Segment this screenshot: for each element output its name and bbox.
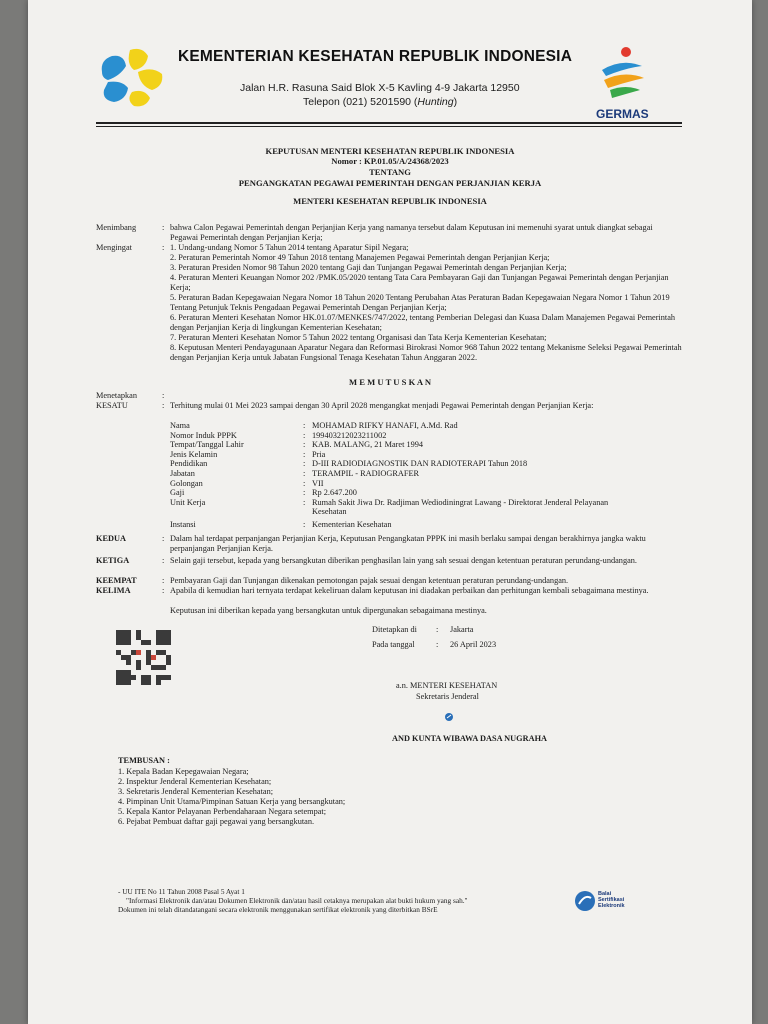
- tembusan-title: TEMBUSAN :: [118, 756, 170, 765]
- kelima-label: KELIMA: [96, 586, 131, 595]
- tembusan-item: 6. Pejabat Pembuat daftar gaji pegawai yang bersangkutan.: [118, 817, 315, 826]
- bsre-label: Balai Sertifikasi Elektronik: [598, 891, 625, 910]
- decree-title: KEPUTUSAN MENTERI KESEHATAN REPUBLIK INDONESIA: [265, 146, 515, 156]
- mengingat-item: 8. Keputusan Menteri Pendayagunaan Aparatur Negara dan Reformasi Birokrasi Nomor 968 Tahun 2022 tentang Mekanisme Seleksi Pegawai Pemerintah dengan Perjanjian Kerja untuk Jabatan Fungsional Tenaga Kesehatan Tahun Anggaran 2022.: [170, 343, 682, 362]
- decree-subject: PENGANGKATAN PEGAWAI PEMERINTAH DENGAN PERJANJIAN KERJA: [238, 178, 542, 188]
- detail-row: Nomor Induk PPPK : 199403212023211002: [170, 430, 387, 440]
- memutuskan-heading: M E M U T U S K A N: [348, 377, 432, 387]
- mengingat-list: [170, 243, 682, 363]
- detail-row: Jabatan : TERAMPIL - RADIOGRAFER: [170, 468, 420, 478]
- signatory-role: Sekretaris Jenderal: [416, 692, 479, 701]
- tembusan-item: 1. Kepala Badan Kepegawaian Negara;: [118, 767, 249, 776]
- detail-row: Instansi : Kementerian Kesehatan: [170, 519, 392, 529]
- detail-row: Pendidikan : D-III RADIODIAGNOSTIK DAN RADIOTERAPI Tahun 2018: [170, 459, 528, 469]
- detail-row: Nama : MOHAMAD RIFKY HANAFI, A.Md. Rad: [170, 421, 458, 430]
- kelima-text: Apabila di kemudian hari ternyata terdapat kekeliruan dalam keputusan ini diadakan perbaikan dan perhitungan kembali sebagaimana mestinya.: [170, 586, 649, 595]
- bsre-mark-icon: [444, 712, 454, 722]
- mengingat-item: 1. Undang-undang Nomor 5 Tahun 2014 tentang Aparatur Sipil Negara;: [170, 243, 409, 252]
- ministry-address: Jalan H.R. Rasuna Said Blok X-5 Kavling 4-9 Jakarta 12950: [240, 82, 520, 94]
- menimbang-label: Menimbang: [96, 223, 137, 232]
- menetapkan-label: Menetapkan: [96, 391, 138, 400]
- decree-issuer: MENTERI KESEHATAN REPUBLIK INDONESIA: [293, 196, 487, 206]
- signatory-name: AND KUNTA WIBAWA DASA NUGRAHA: [392, 734, 548, 743]
- kesatu-intro: Terhitung mulai 01 Mei 2023 sampai dengan 30 April 2028 mengangkat menjadi Pegawai Pemerintah dengan Perjanjian Kerja:: [170, 401, 594, 410]
- kedua-label: KEDUA: [96, 534, 126, 543]
- menimbang-text: bahwa Calon Pegawai Pemerintah dengan Perjanjian Kerja yang namanya tersebut dalam Keputusan ini memenuhi syarat untuk diangkat sebagai Pegawai Pemerintah dengan Perjanjian Kerja;: [170, 223, 653, 242]
- decree-number: Nomor : KP.01.05/A/24368/2023: [331, 156, 449, 166]
- ministry-title: KEMENTERIAN KESEHATAN REPUBLIK INDONESIA: [178, 48, 573, 65]
- mengingat-item: 5. Peraturan Badan Kepegawaian Negara Nomor 18 Tahun 2020 Tentang Perubahan Atas Peraturan Badan Kepegawaian Negara Nomor 1 Tahun 2019 Tentang Petunjuk Teknis Pengadaan Pegawai Pemerintah Dengan Perjanjian Kerja;: [170, 293, 670, 312]
- tanggal-value: 26 April 2023: [450, 640, 497, 649]
- detail-row: Jenis Kelamin : Pria: [170, 449, 326, 459]
- ditetapkan-value: Jakarta: [450, 625, 474, 634]
- document-page: KEMENTERIAN KESEHATAN REPUBLIK INDONESIA Jalan H.R. Rasuna Said Blok X-5 Kavling 4-9 Jakarta 12950 Telepon (021) 5201590 (Hunting) GERMAS KEPUTUSAN MENTERI KESEHATAN REPUBLIK INDONESIA Nomor : KP.01.05/A/24368/2023 TENTANG PENGANGKATAN PEGAWAI PEMERINTAH DENGAN PERJANJIAN KERJA MENTERI KESEHATAN REPUBLIK INDONESIA Menimbang : bahwa Calon Pegawai Pemerintah dengan Perjanjian Kerja yang namanya tersebut dalam Keputusan ini memenuhi syarat untuk diangkat sebagai Pegawai Pemerintah dengan Perjanjian Kerja; Mengingat : 1. Undang-undang Nomor 5 Tahun 2014 tentang Aparatur Sipil Negara; 2. Peraturan Pemerintah Nomor 49 Tahun 2018 tentang Manajemen Pegawai Pemerintah dengan Perjanjian Kerja; 3. Peraturan Presiden Nomor 98 Tahun 2020 tentang Gaji dan Tunjangan Pegawai Pemerintah dengan Perjanjian Kerja; 4. Peraturan Menteri Keuangan Nomor 202 /PMK.05/2020 tentang Tata Cara Pembayaran Gaji dan Tunjangan Pegawai Pemerintah dengan Perjanjian Kerja; 5. Peraturan Badan Kepegawaian Negara Nomor 18 Tahun 2020 Tentang Perubahan Atas Peraturan Badan Kepegawaian Negara Nomor 1 Tahun 2019 Tentang Petunjuk Teknis Pengadaan Pegawai Pemerintah Dengan Perjanjian Kerja; 6. Peraturan Menteri Kesehatan Nomor HK.01.07/MENKES/747/2022, tentang Pemberian Delegasi dan Kuasa Dalam Manajemen Pegawai Pemerintah dengan Perjanjian Kerja di lingkungan Kementerian Kesehatan; 7. Peraturan Menteri Kesehatan Nomor 5 Tahun 2022 tentang Organisasi dan Tata Kerja Kementerian Kesehatan; 8. Keputusan Menteri Pendayagunaan Aparatur Negara dan Reformasi Birokrasi Nomor 968 Tahun 2022 tentang Mekanisme Seleksi Pegawai Pemerintah dengan Perjanjian Kerja untuk Jabatan Fungsional Tenaga Kesehatan Tahun Anggaran 2022. M E M U T U S K A N Menetapkan : KESATU : Terhitung mulai 01 Mei 2023 sampai dengan 30 April 2028 mengangkat menjadi Pegawai Pemerintah dengan Perjanjian Kerja: Nama : MOHAMAD RIFKY HANAFI, A.Md. Rad Nomor Induk PPPK : 199403212023211002 Tempat/Tanggal Lahir : KAB. MALANG, 21 Maret 1994 Jenis Kelamin : Pria Pendidikan : D-III RADIODIAGNOSTIK DAN RADIOTERAPI Tahun 2018 Jabatan : TERAMPIL - RADIOGRAFER Golongan : VII Gaji : Rp 2.647.200 Unit Kerja : Rumah Sakit Jiwa Dr. Radjiman Wediodiningrat Lawang - Direktorat Jenderal Pelayanan Kesehatan Instansi : Kementerian Kesehatan KEDUA : Dalam hal terdapat perpanjangan Perjanjian Kerja, Keputusan Pengangkatan PPPK ini masih berlaku sampai dengan berakhirnya jangka waktu perpanjangan Perjanjian Kerja. KETIGA : Selain gaji tersebut, kepada yang bersangkutan diberikan penghasilan lain yang sah sesuai dengan ketentuan peraturan perundang-undangan. KEEMPAT : Pembayaran Gaji dan Tunjangan dikenakan pemotongan pajak sesuai dengan ketentuan peraturan perundang-undangan. KELIMA : Apabila di kemudian hari ternyata terdapat kekeliruan dalam keputusan ini diadakan perbaikan dan perhitungan kembali sebagaimana mestinya. Keputusan ini diberikan kepada yang bersangkutan untuk dipergunakan sebagaimana mestinya. Ditetapkan di : Jakarta Pada tanggal : 26 April 2023 a.n. MENTERI KESEHATAN Sekretaris Jenderal AND KUNTA WIBAWA DASA NUGRAHA TEMBUSAN : 1. Kepala Badan Kepegawaian Negara; 2. Inspektur Jenderal Kementerian Kesehatan; 3. Sekretaris Jenderal Kementerian Kesehatan; 4. Pimpinan Unit Utama/Pimpinan Satuan Kerja yang bersangkutan; 5. Kepala Kantor Pelayanan Perbendaharaan Negara setempat; 6. Pejabat Pembuat daftar gaji pegawai yang bersangkutan. - UU ITE No 11 Tahun 2008 Pasal 5 Ayat 1 "Informasi Elektronik dan/atau Dokumen Elektronik dan/atau hasil cetaknya merupakan alat bukti hukum yang sah." Dokumen ini telah ditandatangani secara elektronik menggunakan sertifikat elektronik yang diterbitkan BSrE Balai Sertifikasi Elektronik: [28, 0, 752, 1024]
- qr-code-icon: [116, 630, 171, 685]
- ketiga-text: Selain gaji tersebut, kepada yang bersangkutan diberikan penghasilan lain yang sah sesuai dengan ketentuan peraturan perundang-undangan.: [170, 556, 637, 565]
- detail-row: Gaji : Rp 2.647.200: [170, 488, 357, 498]
- footer-law: - UU ITE No 11 Tahun 2008 Pasal 5 Ayat 1: [118, 887, 245, 896]
- germas-logo-icon: [596, 44, 648, 106]
- detail-row: Golongan : VII: [170, 478, 324, 488]
- mengingat-label: Mengingat: [96, 243, 132, 252]
- mengingat-item: 2. Peraturan Pemerintah Nomor 49 Tahun 2018 tentang Manajemen Pegawai Pemerintah dengan Perjanjian Kerja;: [170, 253, 550, 262]
- mengingat-item: 7. Peraturan Menteri Kesehatan Nomor 5 Tahun 2022 tentang Organisasi dan Tata Kerja Kementerian Kesehatan;: [170, 333, 547, 342]
- tembusan-item: 2. Inspektur Jenderal Kementerian Kesehatan;: [118, 777, 272, 786]
- ministry-logo-icon: [94, 42, 174, 112]
- signatory-on-behalf: a.n. MENTERI KESEHATAN: [396, 681, 498, 690]
- keempat-label: KEEMPAT: [96, 576, 137, 585]
- header-divider-thin: [96, 126, 682, 127]
- keempat-text: Pembayaran Gaji dan Tunjangan dikenakan pemotongan pajak sesuai dengan ketentuan peraturan perundang-undangan.: [170, 576, 569, 585]
- kesatu-label: KESATU: [96, 401, 128, 410]
- germas-label: GERMAS: [596, 107, 649, 121]
- bsre-logo-icon: [574, 890, 596, 912]
- detail-row: Tempat/Tanggal Lahir : KAB. MALANG, 21 Maret 1994: [170, 440, 424, 450]
- footer-esign-note: Dokumen ini telah ditandatangani secara elektronik menggunakan sertifikat elektronik yang diterbitkan BSrE: [118, 905, 438, 914]
- tembusan-list: [118, 767, 345, 827]
- mengingat-item: 4. Peraturan Menteri Keuangan Nomor 202 /PMK.05/2020 tentang Tata Cara Pembayaran Gaji dan Tunjangan Pegawai Pemerintah dengan Perjanjian Kerja;: [170, 273, 669, 292]
- ditetapkan-label: Ditetapkan di: [372, 625, 417, 634]
- mengingat-item: 3. Peraturan Presiden Nomor 98 Tahun 2020 tentang Gaji dan Tunjangan Pegawai Pemerintah dengan Perjanjian Kerja;: [170, 263, 567, 272]
- tembusan-item: 4. Pimpinan Unit Utama/Pimpinan Satuan Kerja yang bersangkutan;: [118, 797, 346, 806]
- kedua-text: Dalam hal terdapat perpanjangan Perjanjian Kerja, Keputusan Pengangkatan PPPK ini masih berlaku sampai dengan berakhirnya jangka waktu perpanjangan Perjanjian Kerja.: [170, 534, 646, 553]
- tembusan-item: 3. Sekretaris Jenderal Kementerian Kesehatan;: [118, 787, 274, 796]
- mengingat-item: 6. Peraturan Menteri Kesehatan Nomor HK.01.07/MENKES/747/2022, tentang Pemberian Delegasi dan Kuasa Dalam Manajemen Pegawai Pemerintah dengan Perjanjian Kerja di lingkungan Kementerian Kesehatan;: [170, 313, 676, 332]
- employee-details: [170, 421, 680, 529]
- closing-text: Keputusan ini diberikan kepada yang bersangkutan untuk dipergunakan sebagaimana mestinya.: [170, 606, 487, 615]
- tembusan-item: 5. Kepala Kantor Pelayanan Perbendaharaan Negara setempat;: [118, 807, 327, 816]
- ketiga-label: KETIGA: [96, 556, 130, 565]
- tanggal-label: Pada tanggal: [372, 640, 415, 649]
- decree-tentang: TENTANG: [369, 167, 411, 177]
- header-divider: [96, 122, 682, 124]
- ministry-phone: Telepon (021) 5201590 (Hunting): [303, 96, 458, 108]
- footer-quote: "Informasi Elektronik dan/atau Dokumen Elektronik dan/atau hasil cetaknya merupakan alat bukti hukum yang sah.": [126, 896, 468, 905]
- detail-row: Unit Kerja : Rumah Sakit Jiwa Dr. Radjiman Wediodiningrat Lawang - Direktorat Jenderal Pelayanan Kesehatan: [170, 497, 609, 517]
